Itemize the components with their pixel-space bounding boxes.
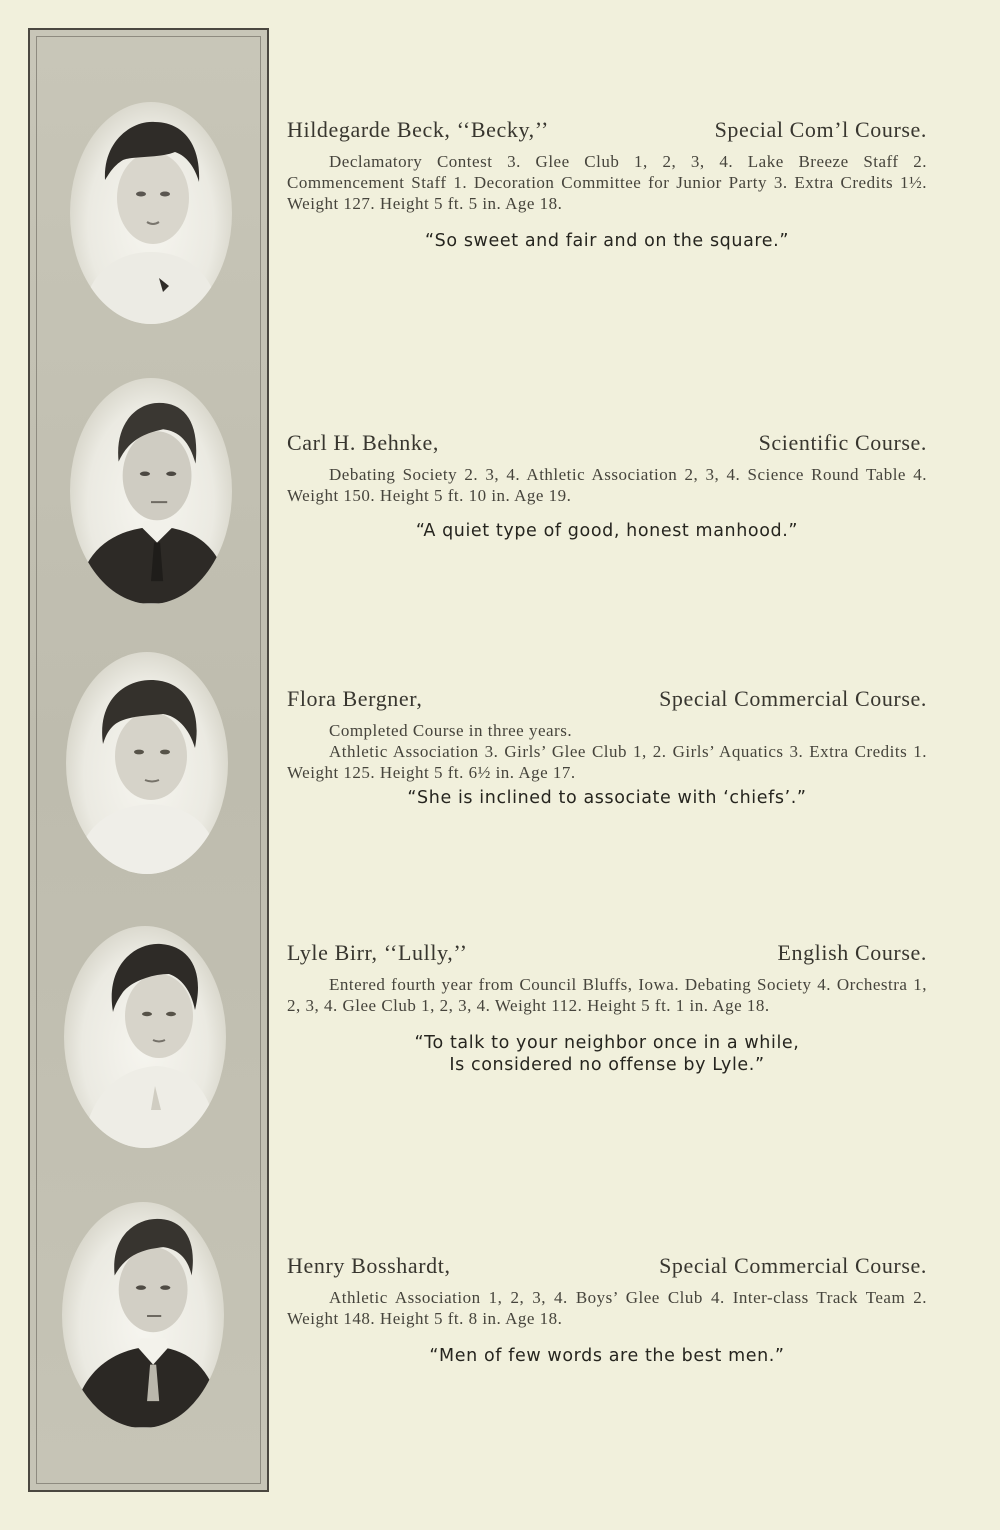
course-name: Special Commercial Course.	[659, 1253, 927, 1278]
course-name: English Course.	[777, 940, 927, 965]
course-name: Scientific Course.	[758, 430, 927, 455]
portrait-photo-hildegarde-beck	[70, 102, 232, 324]
quote	[287, 1032, 927, 1076]
portrait-photo-henry-bosshardt	[62, 1202, 224, 1428]
quote: “A quiet type of good, honest manhood.”	[415, 521, 799, 541]
entry-heading	[287, 117, 927, 149]
entry-heading	[287, 1253, 927, 1285]
student-name: Lyle Birr, ‘‘Lully,’’	[287, 940, 468, 965]
portrait-image	[66, 652, 228, 874]
course-name: Special Commercial Course.	[659, 686, 927, 711]
activity-details: Athletic Association 1, 2, 3, 4. Boys’ Glee Club 4. Inter-class Track Team 2. Weight 148. Height 5 ft. 8 in. Age 18.	[287, 1288, 927, 1328]
student-name: Carl H. Behnke,	[287, 430, 439, 455]
portrait-image	[62, 1202, 224, 1428]
quote: “She is inclined to associate with ‘chiefs’.”	[407, 788, 807, 808]
portrait-photo-flora-bergner	[66, 652, 228, 874]
entry-carl-behnke	[287, 430, 927, 542]
entry-heading	[287, 686, 927, 718]
entry-heading	[287, 940, 927, 972]
course-name: Special Com’l Course.	[714, 117, 927, 142]
portrait-image	[70, 102, 232, 324]
quote: “Men of few words are the best men.”	[429, 1346, 785, 1366]
activity-details: Entered fourth year from Council Bluffs, Iowa. Debating Society 4. Orchestra 1, 2, 3, 4. Glee Club 1, 2, 3, 4. Weight 112. Height 5 ft. 1 in. Age 18.	[287, 975, 927, 1015]
student-name: Henry Bosshardt,	[287, 1253, 451, 1278]
activity-details: Debating Society 2. 3, 4. Athletic Association 2, 3, 4. Science Round Table 4. Weight 150. Height 5 ft. 10 in. Age 19.	[287, 465, 927, 505]
student-name: Hildegarde Beck, ‘‘Becky,’’	[287, 117, 549, 142]
portrait-photo-carl-behnke	[70, 378, 232, 604]
entry-henry-bosshardt	[287, 1253, 927, 1367]
entry-hildegarde-beck	[287, 117, 927, 252]
entry-heading	[287, 430, 927, 462]
portrait-image	[64, 926, 226, 1148]
quote: “So sweet and fair and on the square.”	[425, 231, 789, 251]
activity-details: Athletic Association 3. Girls’ Glee Club 1, 2. Girls’ Aquatics 3. Extra Credits 1. Weight 125. Height 5 ft. 6½ in. Age 17.	[287, 742, 927, 782]
quote-line: “To talk to your neighbor once in a while,	[414, 1033, 800, 1053]
portrait-photo-lyle-birr	[64, 926, 226, 1148]
activity-details: Declamatory Contest 3. Glee Club 1, 2, 3, 4. Lake Breeze Staff 2. Commencement Staff 1. Decoration Committee for Junior Party 3. Extra Credits 1½. Weight 127. Height 5 ft. 5 in. Age 18.	[287, 152, 927, 213]
student-name: Flora Bergner,	[287, 686, 423, 711]
quote-line: Is considered no offense by Lyle.”	[449, 1055, 765, 1075]
entry-lyle-birr	[287, 940, 927, 1076]
course-note: Completed Course in three years.	[329, 721, 573, 740]
entry-flora-bergner	[287, 686, 927, 809]
portrait-image	[70, 378, 232, 604]
